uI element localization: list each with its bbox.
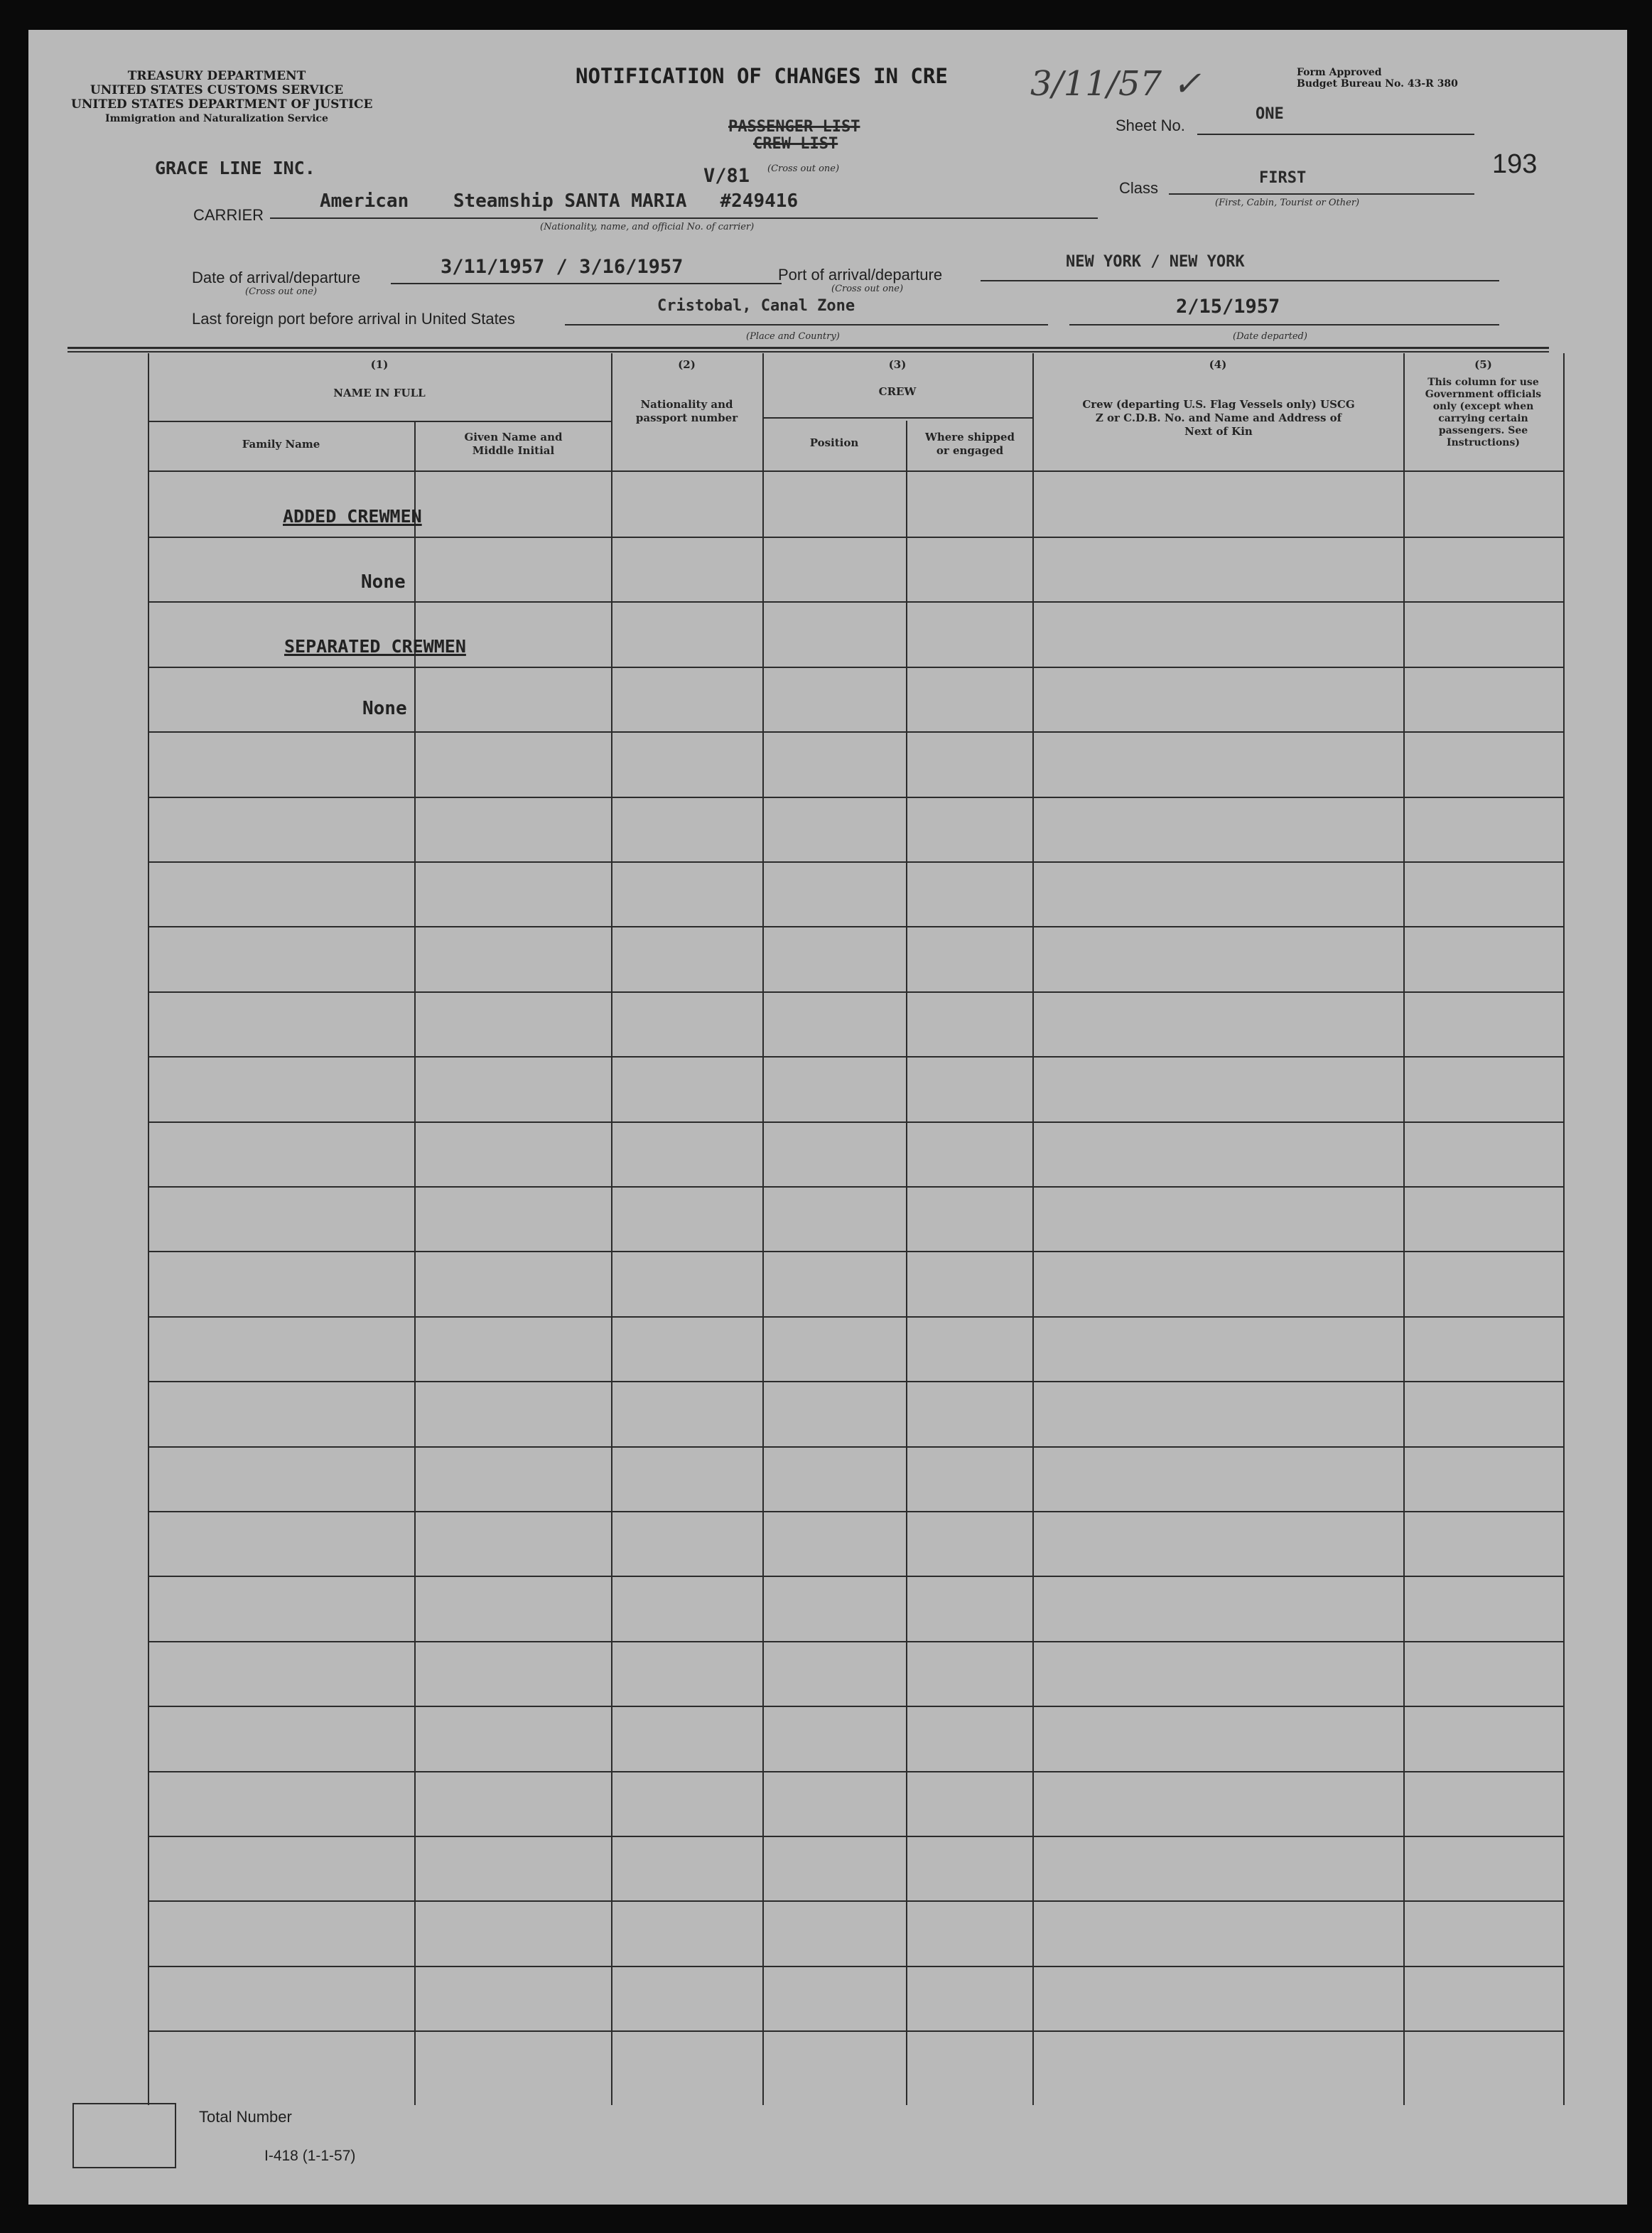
col-line-family bbox=[414, 421, 416, 2105]
form-approved bbox=[1297, 67, 1458, 90]
col-line-right bbox=[1563, 353, 1565, 2105]
table-row-rule bbox=[148, 1771, 1563, 1772]
form-title: NOTIFICATION OF CHANGES IN CRE bbox=[576, 64, 948, 88]
table-row-rule bbox=[148, 1121, 1563, 1123]
table-row-rule bbox=[148, 1836, 1563, 1837]
voyage-number: V/81 bbox=[703, 165, 750, 187]
last-port-underline bbox=[565, 324, 1048, 325]
port-value: NEW YORK / NEW YORK bbox=[1066, 253, 1245, 271]
header-bottom-rule bbox=[148, 470, 1563, 472]
date-underline bbox=[391, 283, 782, 284]
table-row-rule bbox=[148, 797, 1563, 798]
table-row-rule bbox=[148, 1641, 1563, 1642]
col1a-title: Family Name bbox=[242, 438, 320, 451]
date-value: 3/11/1957 / 3/16/1957 bbox=[441, 256, 684, 278]
agency-line: Immigration and Naturalization Service bbox=[105, 113, 328, 124]
table-row-rule bbox=[148, 731, 1563, 733]
table-row-rule bbox=[148, 1900, 1563, 1902]
added-heading: ADDED CREWMEN bbox=[283, 506, 422, 527]
table-row-rule bbox=[148, 1316, 1563, 1318]
name-subheader-rule bbox=[148, 421, 611, 422]
class-note: (First, Cabin, Tourist or Other) bbox=[1215, 198, 1360, 208]
class-value: FIRST bbox=[1259, 169, 1307, 187]
col-line-kin bbox=[1403, 353, 1405, 2105]
port-label: Port of arrival/departure bbox=[778, 266, 943, 284]
table-top-rule bbox=[68, 347, 1549, 349]
class-underline bbox=[1169, 193, 1474, 195]
table-row-rule bbox=[148, 861, 1563, 863]
port-underline bbox=[981, 280, 1499, 281]
table-row-rule bbox=[148, 1381, 1563, 1382]
table-row-rule bbox=[148, 991, 1563, 993]
col-line-nationality bbox=[762, 353, 764, 2105]
col5-number: (5) bbox=[1474, 358, 1492, 371]
table-row-rule bbox=[148, 1056, 1563, 1058]
date-label: Date of arrival/departure bbox=[192, 269, 361, 286]
col3a-title: Position bbox=[809, 436, 859, 449]
date-note: (Cross out one) bbox=[245, 286, 318, 297]
col5-title: This column for use Government officials only (except when carrying certain passengers. See Instructions) bbox=[1425, 377, 1542, 448]
table-row-rule bbox=[148, 1251, 1563, 1252]
table-row-rule bbox=[148, 667, 1563, 668]
carrier-underline bbox=[270, 217, 1098, 219]
agency-block bbox=[71, 69, 373, 126]
sheet-value: ONE bbox=[1256, 105, 1284, 123]
total-number-label: Total Number bbox=[199, 2108, 292, 2126]
agency-line: UNITED STATES DEPARTMENT OF JUSTICE bbox=[71, 97, 373, 112]
form-number: I-418 (1-1-57) bbox=[264, 2148, 356, 2164]
col-line-position bbox=[906, 421, 907, 2105]
table-row-rule bbox=[148, 1511, 1563, 1512]
col4-title: Crew (departing U.S. Flag Vessels only) USCG Z or C.D.B. No. and Name and Address of Next of Kin bbox=[1082, 398, 1355, 438]
handwritten-date: 3/11/57 ✓ bbox=[1030, 64, 1202, 104]
last-port-note: (Place and Country) bbox=[746, 331, 840, 342]
agency-line: UNITED STATES CUSTOMS SERVICE bbox=[90, 83, 344, 97]
col-line-left bbox=[148, 353, 149, 2105]
table-row-rule bbox=[148, 1446, 1563, 1448]
list-type-struck: PASSENGER LIST bbox=[728, 118, 860, 136]
date-departed-value: 2/15/1957 bbox=[1176, 296, 1280, 318]
col3b-title: Where shipped or engaged bbox=[924, 431, 1015, 457]
cross-out-note: (Cross out one) bbox=[767, 163, 840, 174]
agency-line: TREASURY DEPARTMENT bbox=[127, 69, 306, 83]
table-row-rule bbox=[148, 1966, 1563, 1967]
date-departed-underline bbox=[1069, 324, 1499, 325]
col2-number: (2) bbox=[678, 358, 696, 371]
port-note: (Cross out one) bbox=[831, 284, 904, 294]
added-value: None bbox=[361, 571, 406, 593]
page-number: 193 bbox=[1492, 149, 1538, 179]
document-page bbox=[28, 30, 1627, 2205]
crew-subheader-rule bbox=[762, 417, 1032, 419]
last-port-label: Last foreign port before arrival in United States bbox=[192, 310, 515, 328]
sheet-label: Sheet No. bbox=[1116, 117, 1185, 134]
form-approved-line: Form Approved bbox=[1297, 67, 1382, 78]
col1-number: (1) bbox=[370, 358, 389, 371]
carrier-company: GRACE LINE INC. bbox=[155, 158, 315, 178]
table-row-rule bbox=[148, 2030, 1563, 2032]
carrier-label: CARRIER bbox=[193, 206, 264, 224]
table-row-rule bbox=[148, 601, 1563, 603]
table-row-rule bbox=[148, 1576, 1563, 1577]
sheet-underline bbox=[1197, 134, 1474, 135]
table-row-rule bbox=[148, 537, 1563, 538]
list-type: CREW LIST bbox=[753, 135, 838, 153]
last-port-value: Cristobal, Canal Zone bbox=[657, 297, 855, 315]
col4-number: (4) bbox=[1209, 358, 1227, 371]
carrier-value: American Steamship SANTA MARIA #249416 bbox=[320, 190, 799, 212]
separated-value: None bbox=[362, 698, 407, 719]
table-row-rule bbox=[148, 926, 1563, 927]
date-departed-note: (Date departed) bbox=[1233, 331, 1307, 342]
col2-title: Nationality and passport number bbox=[635, 398, 738, 424]
col3-title: CREW bbox=[878, 385, 917, 398]
col1b-title: Given Name and Middle Initial bbox=[464, 431, 563, 457]
col-line-shipped bbox=[1032, 353, 1034, 2105]
separated-heading: SEPARATED CREWMEN bbox=[284, 636, 466, 657]
carrier-note: (Nationality, name, and official No. of carrier) bbox=[540, 222, 755, 232]
table-row-rule bbox=[148, 1186, 1563, 1188]
table-top-rule-2 bbox=[68, 351, 1549, 353]
col-line-given bbox=[611, 353, 612, 2105]
total-number-box[interactable] bbox=[72, 2103, 176, 2168]
form-approved-line: Budget Bureau No. 43-R 380 bbox=[1297, 78, 1458, 90]
col3-number: (3) bbox=[888, 358, 907, 371]
table-row-rule bbox=[148, 1706, 1563, 1707]
col1-title: NAME IN FULL bbox=[333, 387, 426, 399]
class-label: Class bbox=[1119, 179, 1159, 197]
